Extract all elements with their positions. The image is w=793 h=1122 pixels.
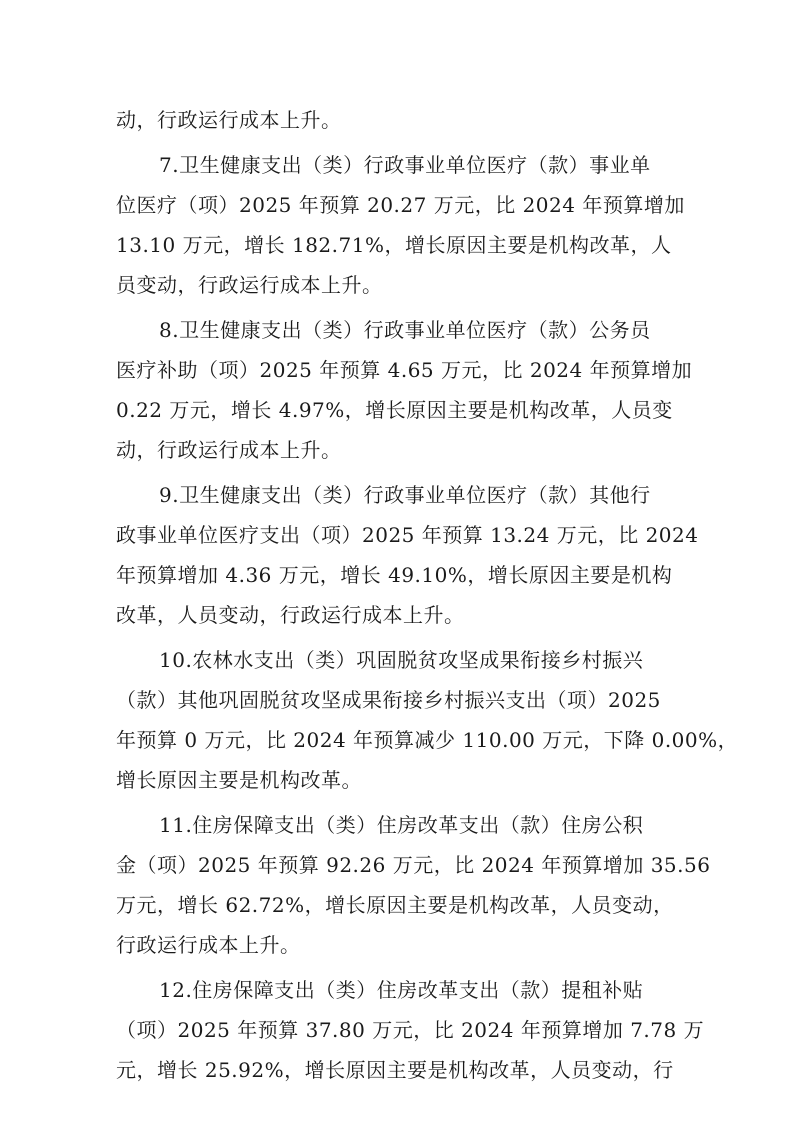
paragraph-7-line-2: 位医疗（项）2025 年预算 20.27 万元，比 2024 年预算增加: [116, 193, 685, 217]
paragraph-11-line-1: 11.住房保障支出（类）住房改革支出（款）住房公积: [159, 813, 644, 837]
paragraph-7-line-3: 13.10 万元，增长 182.71%，增长原因主要是机构改革，人: [116, 233, 672, 257]
paragraph-10-line-3: 年预算 0 万元，比 2024 年预算减少 110.00 万元，下降 0.00%，: [116, 728, 739, 752]
body-text: [116, 100, 739, 1090]
paragraph-11-line-3: 万元，增长 62.72%，增长原因主要是机构改革，人员变动，: [116, 893, 674, 917]
paragraph-10-line-4: 增长原因主要是机构改革。: [116, 768, 362, 792]
paragraph-8-line-2: 医疗补助（项）2025 年预算 4.65 万元，比 2024 年预算增加: [116, 358, 693, 382]
paragraph-9-line-1: 9.卫生健康支出（类）行政事业单位医疗（款）其他行: [159, 483, 651, 507]
paragraph-12-line-2: （项）2025 年预算 37.80 万元，比 2024 年预算增加 7.78 万: [116, 1018, 705, 1042]
paragraph-8-line-1: 8.卫生健康支出（类）行政事业单位医疗（款）公务员: [159, 318, 651, 342]
paragraph-7-line-4: 员变动，行政运行成本上升。: [116, 273, 383, 297]
paragraph-8-line-4: 动，行政运行成本上升。: [116, 438, 342, 462]
paragraph-10-line-1: 10.农林水支出（类）巩固脱贫攻坚成果衔接乡村振兴: [159, 648, 644, 672]
paragraph-9-line-4: 改革，人员变动，行政运行成本上升。: [116, 603, 465, 627]
paragraph-10-line-2: （款）其他巩固脱贫攻坚成果衔接乡村振兴支出（项）2025: [116, 688, 661, 712]
paragraph-9-line-3: 年预算增加 4.36 万元，增长 49.10%，增长原因主要是机构: [116, 563, 673, 587]
paragraph-11-line-4: 行政运行成本上升。: [116, 933, 301, 957]
paragraph-6-line-4: 动，行政运行成本上升。: [116, 108, 342, 132]
paragraph-9-line-2: 政事业单位医疗支出（项）2025 年预算 13.24 万元，比 2024: [116, 523, 699, 547]
paragraph-8-line-3: 0.22 万元，增长 4.97%，增长原因主要是机构改革，人员变: [116, 398, 673, 422]
paragraph-11-line-2: 金（项）2025 年预算 92.26 万元，比 2024 年预算增加 35.56: [116, 853, 711, 877]
paragraph-7-line-1: 7.卫生健康支出（类）行政事业单位医疗（款）事业单: [159, 153, 651, 177]
paragraph-12-line-3: 元，增长 25.92%，增长原因主要是机构改革，人员变动，行: [116, 1058, 674, 1082]
paragraph-12-line-1: 12.住房保障支出（类）住房改革支出（款）提租补贴: [159, 978, 644, 1002]
